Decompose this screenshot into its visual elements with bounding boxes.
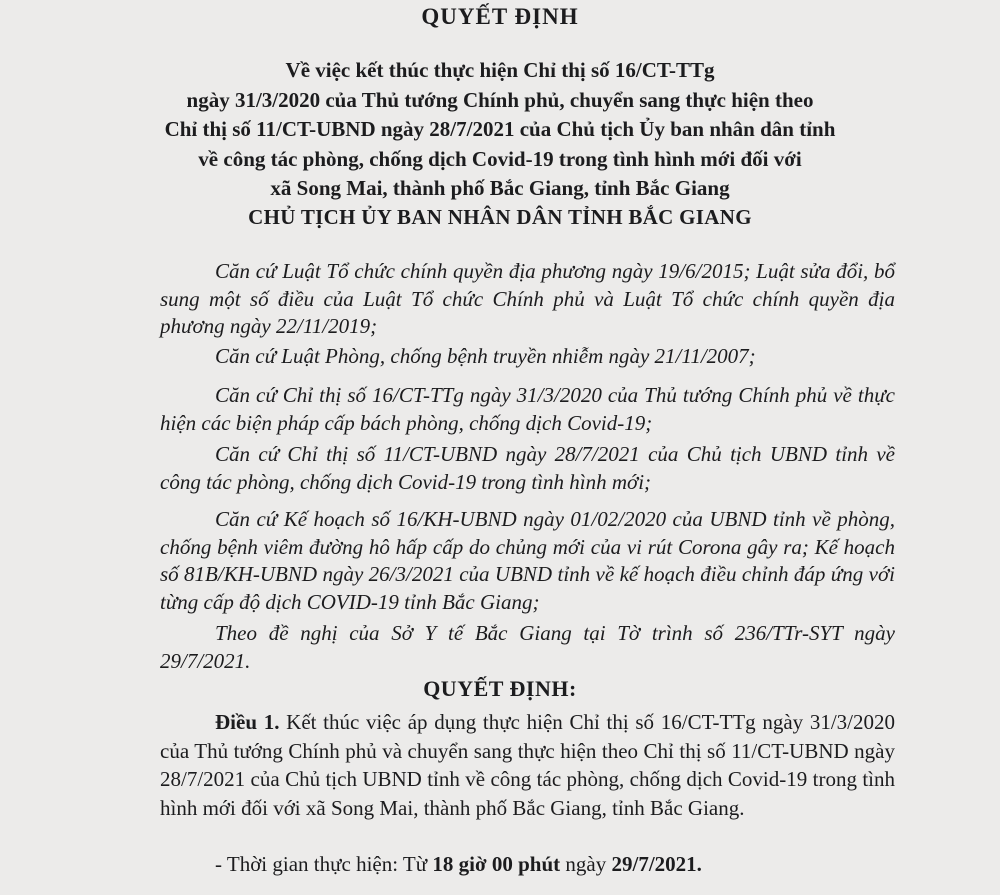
subtitle-line: xã Song Mai, thành phố Bắc Giang, tỉnh Bắc Giang — [270, 176, 730, 200]
subtitle-line: Về việc kết thúc thực hiện Chỉ thị số 16/CT-TTg — [285, 58, 715, 82]
legal-basis-paragraph: Căn cứ Kế hoạch số 16/KH-UBND ngày 01/02/2020 của UBND tỉnh về phòng, chống bệnh viêm đường hô hấp cấp do chủng mới của vi rút Corona gây ra; Kế hoạch số 81B/KH-UBND ngày 26/3/2021 của UBND tỉnh về kế hoạch điều chỉnh đáp ứng với từng cấp độ dịch COVID-19 tỉnh Bắc Giang; — [160, 507, 895, 614]
subtitle-line: ngày 31/3/2020 của Thủ tướng Chính phủ, chuyển sang thực hiện theo — [186, 87, 814, 112]
time-hour: 18 giờ 00 phút — [432, 852, 561, 876]
time-date: 29/7/2021. — [611, 852, 702, 876]
legal-basis-paragraph: Căn cứ Chỉ thị số 11/CT-UBND ngày 28/7/2021 của Chủ tịch UBND tỉnh về công tác phòng, chống dịch Covid-19 trong tình hình mới; — [160, 442, 895, 494]
proposal-paragraph: Theo đề nghị của Sở Y tế Bắc Giang tại Tờ trình số 236/TTr-SYT ngày 29/7/2021. — [160, 621, 895, 673]
subtitle-line: Chỉ thị số 11/CT-UBND ngày 28/7/2021 của Chủ tịch Ủy ban nhân dân tỉnh — [164, 117, 836, 141]
time-prefix: - Thời gian thực hiện: Từ — [215, 852, 428, 876]
decision-heading: QUYẾT ĐỊNH: — [423, 676, 577, 701]
document-subtitle — [0, 56, 1000, 204]
article-1 — [160, 708, 895, 822]
subtitle-line: về công tác phòng, chống dịch Covid-19 trong tình hình mới đối với — [198, 146, 802, 171]
legal-basis-paragraph: Căn cứ Luật Phòng, chống bệnh truyền nhiễm ngày 21/11/2007; — [215, 344, 756, 368]
legal-basis-paragraph: Căn cứ Chỉ thị số 16/CT-TTg ngày 31/3/2020 của Thủ tướng Chính phủ về thực hiện các biện pháp cấp bách phòng, chống dịch Covid-19; — [160, 383, 895, 435]
issuing-authority: CHỦ TỊCH ỦY BAN NHÂN DÂN TỈNH BẮC GIANG — [248, 205, 752, 229]
article-1-label: Điều 1. — [215, 710, 280, 734]
implementation-time — [215, 852, 702, 877]
legal-basis-paragraph: Căn cứ Luật Tổ chức chính quyền địa phương ngày 19/6/2015; Luật sửa đổi, bổ sung một số điều của Luật Tổ chức Chính phủ và Luật Tổ chức chính quyền địa phương ngày 22/11/2019; — [160, 259, 895, 338]
article-1-text: Kết thúc việc áp dụng thực hiện Chỉ thị số 16/CT-TTg ngày 31/3/2020 của Thủ tướng Chính phủ và chuyển sang thực hiện theo Chỉ thị số 11/CT-UBND ngày 28/7/2021 của Chủ tịch UBND tỉnh về công tác phòng, chống dịch Covid-19 trong tình hình mới đối với xã Song Mai, thành phố Bắc Giang, tỉnh Bắc Giang. — [160, 710, 896, 820]
document-title: QUYẾT ĐỊNH — [421, 4, 579, 29]
time-mid: ngày — [565, 852, 607, 876]
